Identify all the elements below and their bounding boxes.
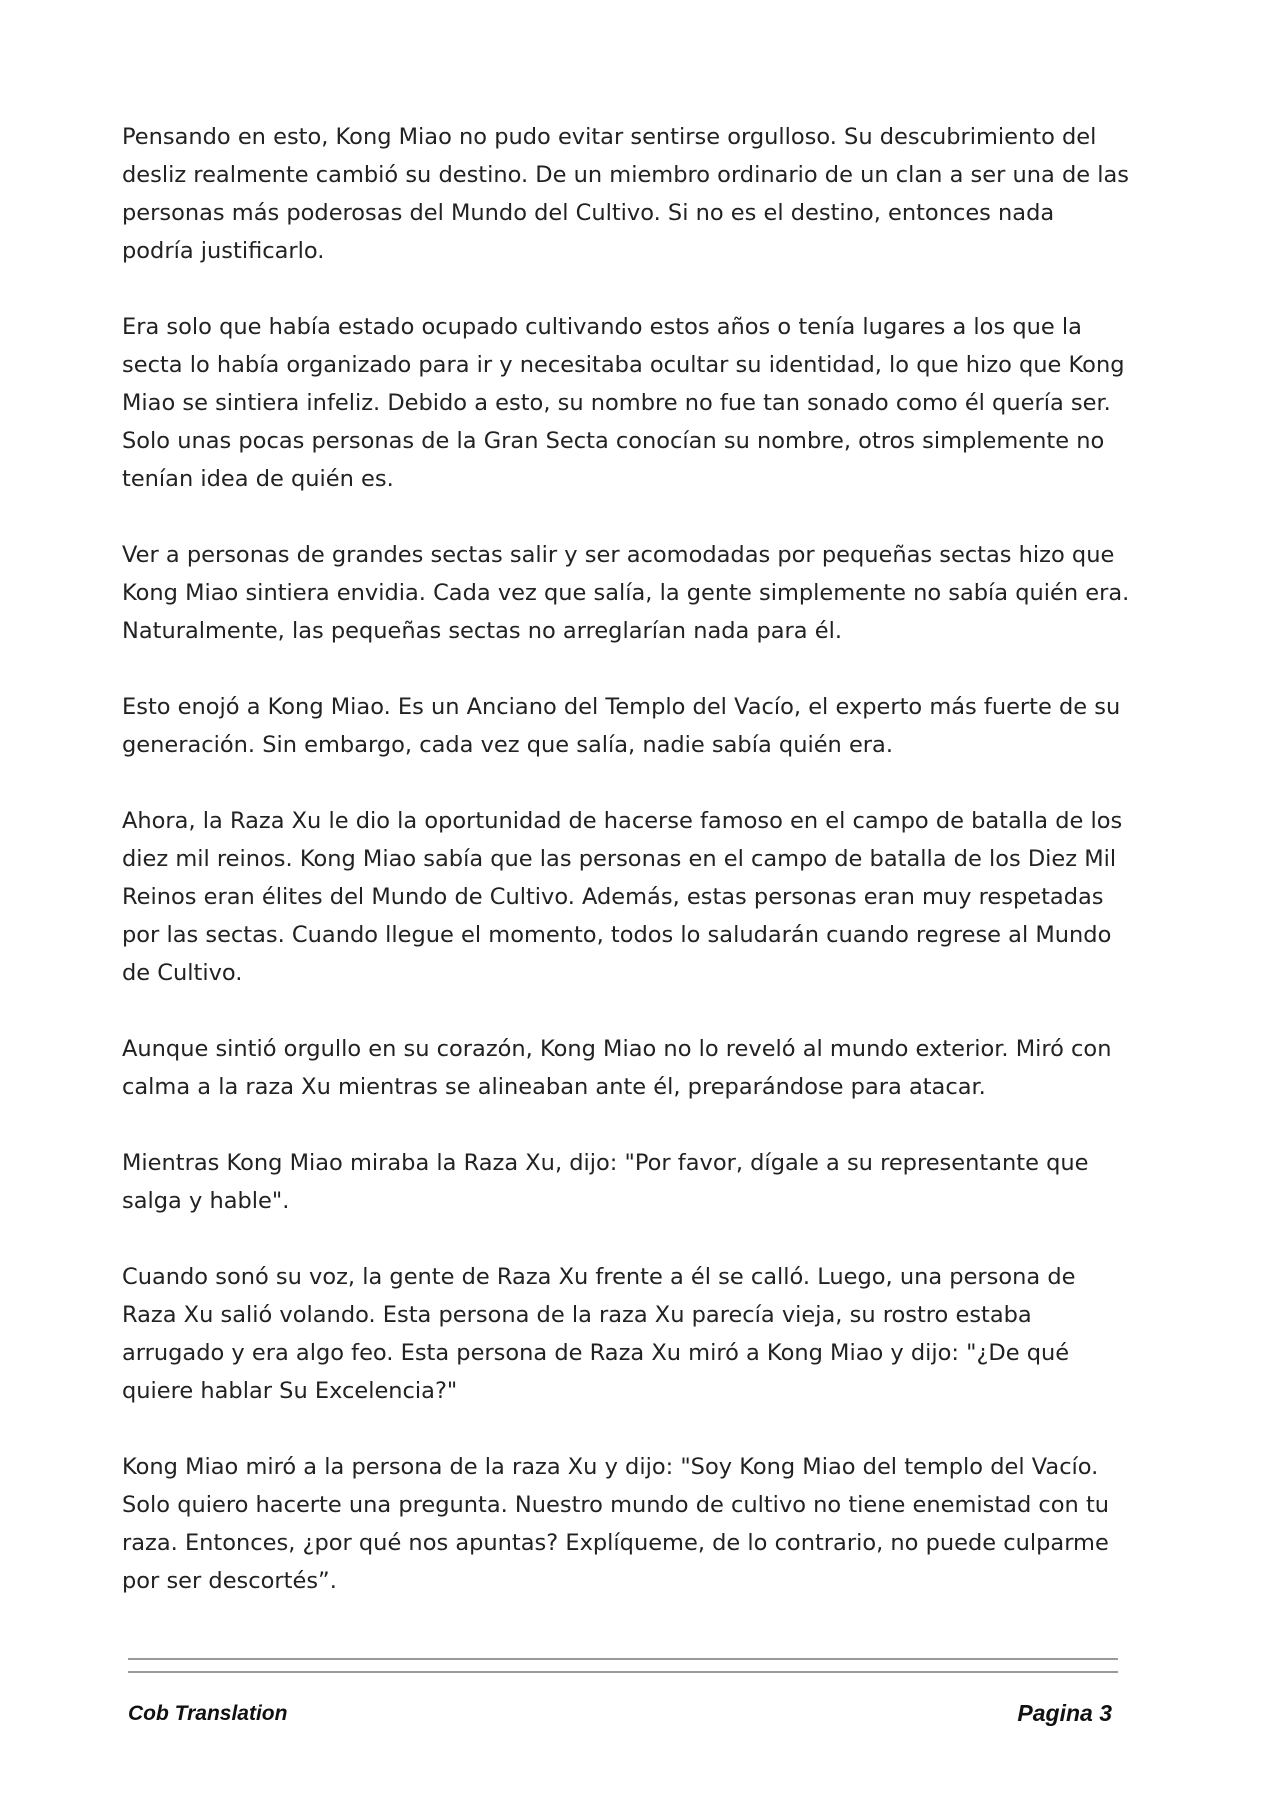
paragraph: Ahora, la Raza Xu le dio la oportunidad de hacerse famoso en el campo de batalla de los diez mil reinos. Kong Miao sabía que las personas en el campo de batalla de los Diez Mil Reinos eran élites del Mundo de Cultivo. Además, estas personas eran muy respetadas por las sectas. Cuando llegue el momento, todos lo saludarán cuando regrese al Mundo de Cultivo. bbox=[122, 808, 1123, 986]
footer-page-number: Pagina 3 bbox=[1017, 1700, 1112, 1726]
paragraph: Ver a personas de grandes sectas salir y ser acomodadas por pequeñas sectas hizo que Kong Miao sintiera envidia. Cada vez que salía, la gente simplemente no sabía quién era. Naturalmente, las pequeñas sectas no arreglarían nada para él. bbox=[122, 542, 1130, 644]
footer-translator-credit: Cob Translation bbox=[128, 1702, 288, 1725]
paragraph: Era solo que había estado ocupado cultivando estos años o tenía lugares a los que la secta lo había organizado para ir y necesitaba ocultar su identidad, lo que hizo que Kong Miao se sintiera infeliz. Debido a esto, su nombre no fue tan sonado como él quería ser. Solo unas pocas personas de la Gran Secta conocían su nombre, otros simplemente no tenían idea de quién es. bbox=[122, 314, 1125, 492]
footer-divider-bottom bbox=[128, 1671, 1118, 1673]
paragraph: Mientras Kong Miao miraba la Raza Xu, dijo: "Por favor, dígale a su representante que salga y hable". bbox=[122, 1150, 1089, 1214]
paragraph: Aunque sintió orgullo en su corazón, Kong Miao no lo reveló al mundo exterior. Miró con calma a la raza Xu mientras se alineaban ante él, preparándose para atacar. bbox=[122, 1036, 1112, 1100]
footer-divider-top bbox=[128, 1658, 1118, 1660]
paragraph: Esto enojó a Kong Miao. Es un Anciano del Templo del Vacío, el experto más fuerte de su generación. Sin embargo, cada vez que salía, nadie sabía quién era. bbox=[122, 694, 1121, 758]
document-body bbox=[122, 118, 1132, 1638]
paragraph: Cuando sonó su voz, la gente de Raza Xu frente a él se calló. Luego, una persona de Raza Xu salió volando. Esta persona de la raza Xu parecía vieja, su rostro estaba arrugado y era algo feo. Esta persona de Raza Xu miró a Kong Miao y dijo: "¿De qué quiere hablar Su Excelencia?" bbox=[122, 1264, 1076, 1404]
paragraph: Kong Miao miró a la persona de la raza Xu y dijo: "Soy Kong Miao del templo del Vacío. Solo quiero hacerte una pregunta. Nuestro mundo de cultivo no tiene enemistad con tu raza. Entonces, ¿por qué nos apuntas? Explíqueme, de lo contrario, no puede culparme por ser descortés”. bbox=[122, 1454, 1110, 1594]
paragraph: Pensando en esto, Kong Miao no pudo evitar sentirse orgulloso. Su descubrimiento del desliz realmente cambió su destino. De un miembro ordinario de un clan a ser una de las personas más poderosas del Mundo del Cultivo. Si no es el destino, entonces nada podría justificarlo. bbox=[122, 124, 1129, 264]
